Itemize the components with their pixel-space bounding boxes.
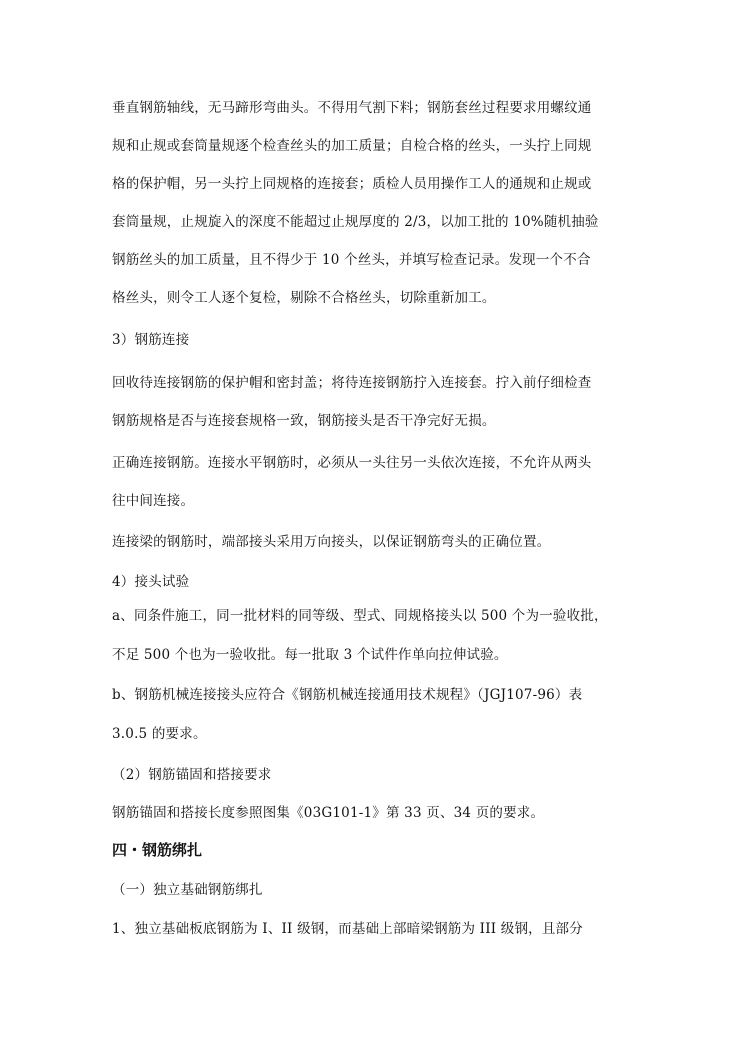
subheading-line: 3）钢筋连接 [112,332,190,348]
paragraph-line: 套筒量规，止规旋入的深度不能超过止规厚度的 2/3，以加工批的 10%随机抽验 [112,214,599,230]
paragraph-line: 垂直钢筋轴线，无马蹄形弯曲头。不得用气割下料；钢筋套丝过程要求用螺纹通 [112,100,592,116]
paragraph-line: 3.0.5 的要求。 [112,726,207,742]
section-heading: 四・钢筋绑扎 [112,841,203,859]
paragraph-line: 正确连接钢筋。连接水平钢筋时，必须从一头往另一头依次连接，不允许从两头 [112,455,592,471]
subsection-heading: （一）独立基础钢筋绑扎 [112,882,263,898]
paragraph-line: 规和止规或套筒量规逐个检查丝头的加工质量；自检合格的丝头，一头拧上同规 [112,138,592,154]
paragraph-line: 钢筋锚固和搭接长度参照图集《03G101-1》第 33 页、34 页的要求。 [112,805,545,821]
paragraph-line: 1、独立基础板底钢筋为 I、II 级钢，而基础上部暗梁钢筋为 III 级钢，且部分 [112,921,583,937]
paragraph-line: 连接梁的钢筋时，端部接头采用万向接头，以保证钢筋弯头的正确位置。 [112,534,551,550]
paragraph-line: 钢筋丝头的加工质量，且不得少于 10 个丝头，并填写检查记录。发现一个不合 [112,252,591,268]
paragraph-line: 格丝头，则令工人逐个复检，剔除不合格丝头，切除重新加工。 [112,290,496,306]
paragraph-line: 回收待连接钢筋的保护帽和密封盖；将待连接钢筋拧入连接套。拧入前仔细检查 [112,375,592,391]
paragraph-line: 往中间连接。 [112,493,195,509]
subheading-line: 4）接头试验 [112,574,190,590]
paragraph-line: 不足 500 个也为一验收批。每一批取 3 个试件作单向拉伸试验。 [112,647,508,663]
paragraph-line: 格的保护帽，另一头拧上同规格的连接套；质检人员用操作工人的通规和止规或 [112,176,592,192]
subheading-line: （2）钢筋锚固和搭接要求 [112,767,272,783]
paragraph-line: a、同条件施工，同一批材料的同等级、型式、同规格接头以 500 个为一验收批， [112,608,608,624]
paragraph-line: 钢筋规格是否与连接套规格一致，钢筋接头是否干净完好无损。 [112,413,496,429]
paragraph-line: b、钢筋机械连接接头应符合《钢筋机械连接通用技术规程》（JGJ107-96）表 [112,687,583,703]
